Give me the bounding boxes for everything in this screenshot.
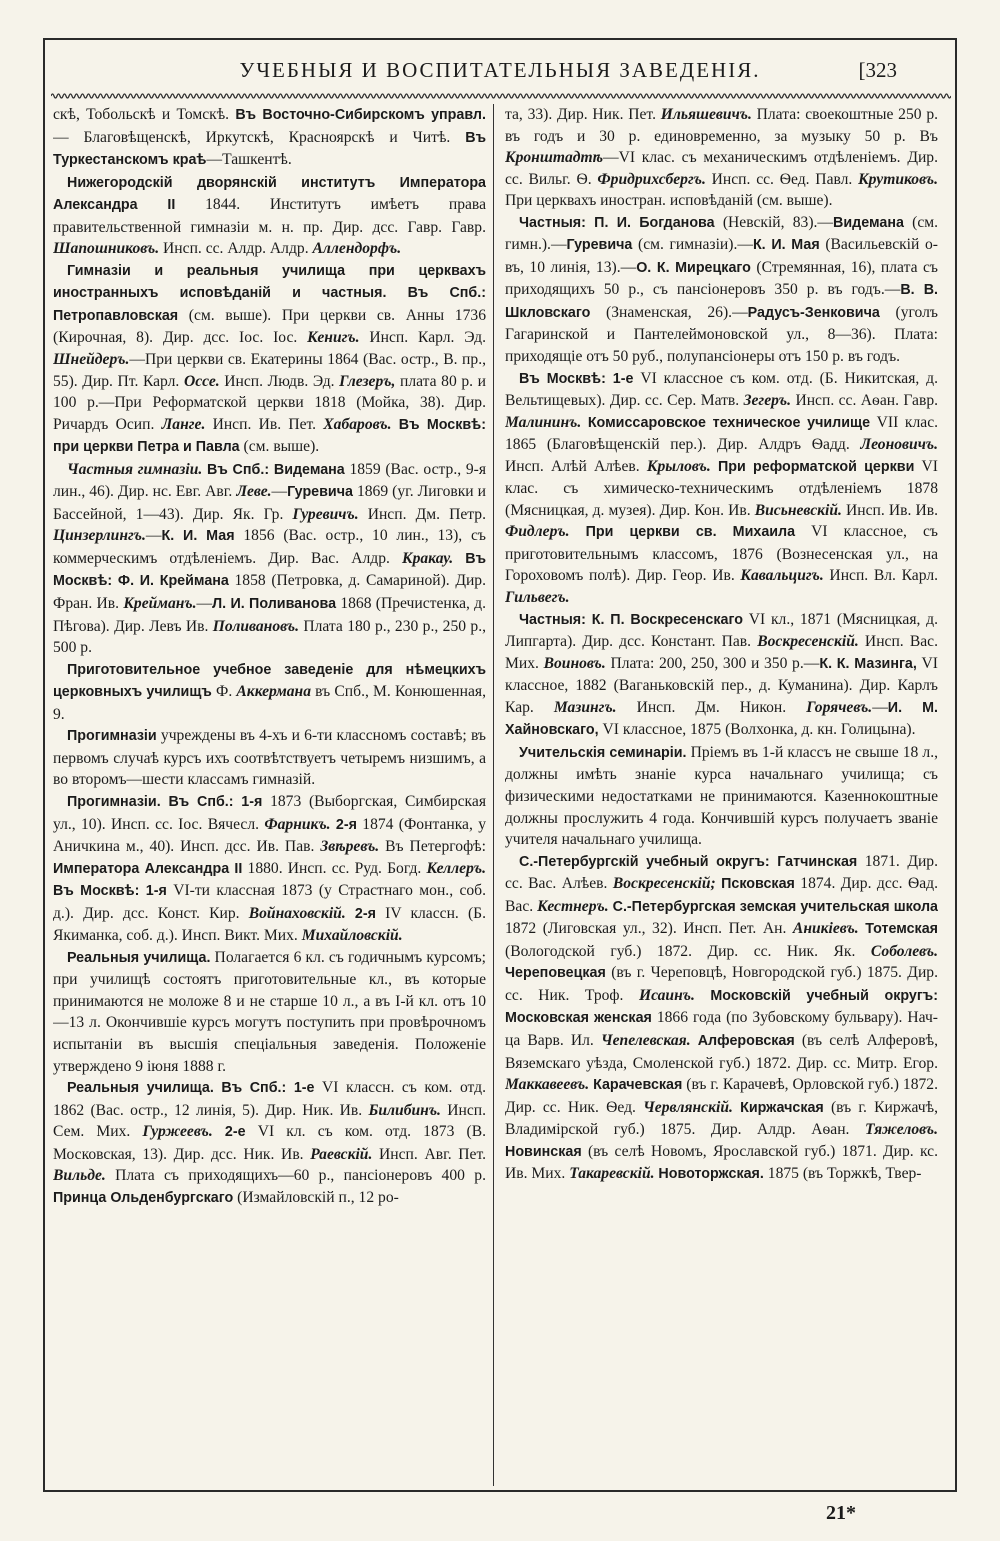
italic-name-run: Ланге. [161, 415, 206, 433]
text-run: (см. гимназіи).— [632, 236, 753, 254]
text-run: (см. выше). При церкви св. Анны 1736 (Кирочная, 8). Дир. дсс. Іос. Іос. [53, 306, 486, 347]
left-column [53, 104, 486, 1484]
bold-heading-run: Въ Спб.: Видемана [207, 461, 345, 478]
bold-heading-run: Нижегородскій дворянскій институтъ Императора Александра II [53, 174, 486, 214]
italic-name-run: Кавальцигъ. [740, 567, 824, 585]
bold-heading-run: Въ Москвѣ: 1-е [519, 370, 634, 387]
italic-name-run: Червлянскій. [643, 1098, 733, 1116]
bold-heading-run: Московскій учебный округъ: Московская женская [505, 987, 938, 1027]
text-run: (въ селѣ Новомъ, Ярославской губ.) 1871. Дир. кс. Ив. Мих. [505, 1142, 938, 1183]
text-run: 1874 (Фонтанка, у Аничкина м., 40). Инсп. дсс. Ив. Пав. [53, 815, 486, 856]
italic-name-run: Висьневскій. [754, 501, 842, 519]
italic-name-run: Леве. [236, 483, 272, 501]
italic-name-run: Крутиковъ. [858, 170, 938, 188]
italic-name-run: Зегеръ. [743, 392, 792, 410]
text-run [570, 523, 586, 540]
text-run: —Ташкентѣ. [206, 151, 292, 169]
bold-heading-run: Въ Туркестанскомъ краѣ [53, 129, 486, 169]
bold-heading-run: Въ Москвѣ: Ф. И. Креймана [53, 550, 486, 590]
header-wavy-rule [51, 92, 951, 100]
italic-name-run: Горячевъ. [806, 698, 873, 716]
italic-name-run: Маккавеевъ. [505, 1076, 590, 1094]
signature-mark: 21* [826, 1502, 856, 1524]
text-run: — [196, 595, 213, 613]
italic-name-run: Соболевъ. [870, 942, 938, 960]
paragraph [505, 212, 938, 368]
italic-name-run: Кракау. [402, 549, 454, 567]
text-run: Инсп. сс. Алдр. Алдр. [159, 240, 313, 258]
italic-name-run: Крыловъ. [646, 457, 711, 475]
paragraph [53, 659, 486, 726]
italic-name-run: Билибинъ. [368, 1101, 441, 1119]
text-run: Инсп. сс. Ѳед. Павл. [705, 170, 859, 188]
paragraph [53, 104, 486, 172]
italic-name-run: Тяжеловъ. [864, 1121, 938, 1139]
italic-name-run: Кестнеръ. [537, 897, 609, 915]
text-run: Плата: своекоштные 250 р. въ годъ и 30 р. единовременно, за музыку 50 р. Въ [505, 106, 938, 145]
text-run: 1866 года (по Зубовскому бульвару). Нач-ца Варв. Ил. [505, 1009, 938, 1049]
text-run [392, 416, 399, 433]
bold-heading-run: И. М. Хайновскаго, [505, 699, 938, 739]
italic-name-run: Поливановъ. [212, 617, 299, 635]
bold-heading-run: Карачевская [593, 1077, 683, 1094]
text-run: (въ селѣ Алферовѣ, Вяземскаго уѣзда, Смоленской губ.) 1872. Дир. сс. Митр. Егор. [505, 1031, 938, 1072]
text-run: Ф. [211, 683, 237, 701]
text-run: Инсп. Алѣй Алѣев. [505, 457, 647, 475]
text-run: VI кл., 1871 (Мясницкая, д. Липгарта). Дир. дсс. Констант. Пав. [505, 610, 938, 651]
bold-heading-run: Череповецкая [505, 965, 606, 982]
italic-name-run: Хабаровъ. [323, 415, 392, 433]
text-run: VI классное, 1882 (Ваганьковскій пер., д. Куманина). Дир. Карлъ Кар. [505, 654, 938, 716]
bold-heading-run: 2-я [335, 816, 357, 833]
italic-name-run: Частныя гимназіи. [67, 460, 203, 478]
bold-heading-run: Реальныя училища. Въ Спб.: 1-е [67, 1080, 315, 1097]
italic-name-run: Шнейдеръ. [53, 351, 130, 369]
bold-heading-run: С.-Петербургскій учебный округъ: Гатчинская [519, 853, 858, 870]
text-run: VI классное, съ приготовительнымъ классомъ, 1876 (Вознесенская ул., на Гороховомъ полѣ). Дир. Геор. Ив. [505, 523, 938, 585]
italic-name-run: Фридрихсбергъ. [597, 170, 706, 188]
page-frame [43, 38, 957, 1492]
text-run: VI классное, 1875 (Волхонка, д. кн. Голицына). [598, 721, 916, 739]
italic-name-run: Гильвегъ. [505, 589, 570, 607]
text-run [346, 905, 355, 922]
italic-name-run: Глезеръ, [339, 372, 396, 390]
text-run: Плата съ приходящихъ—60 р., пансіонеровъ 400 р. [105, 1167, 486, 1185]
text-run: Инсп. сс. Аѳан. Гавр. [791, 392, 938, 410]
bold-heading-run: Частныя: К. П. Воскресенскаго [519, 611, 743, 628]
text-run: (Вологодской губ.) 1872. Дир. сс. Ник. Як. [505, 942, 871, 960]
text-run: (въ г. Киржачѣ, Владимірской губ.) 1875. Дир. Алдр. Аѳан. [505, 1098, 938, 1139]
bold-heading-run: При церкви св. Михаила [585, 524, 796, 541]
text-run: —VI клас. съ механическимъ отдѣленіемъ. Дир. сс. Вильг. Ѳ. [505, 149, 938, 188]
text-run: IV классн. (Б. Якиманка, соб. д.). Инсп. Викт. Мих. [53, 904, 486, 945]
bold-heading-run: При реформатской церкви [717, 458, 915, 475]
text-run: Инсп. Дм. Петр. [358, 505, 486, 523]
paragraph [53, 1077, 486, 1209]
text-run: VII клас. 1865 (Благовѣщенскій пер.). Дир. Алдръ Ѳадд. [505, 413, 938, 454]
paragraph [53, 725, 486, 791]
bold-heading-run: Реальныя училища. [67, 949, 211, 966]
text-run: 1874. Дир. дсс. Ѳад. Вас. [505, 875, 938, 915]
italic-name-run: Воскресенскій. [757, 633, 859, 651]
text-run: учреждены въ 4-хъ и 6-ти классномъ составѣ; въ первомъ случаѣ курсъ ихъ соотвѣтствуетъ четыремъ низшимъ, а во второмъ—шести классамъ гимназій. [53, 727, 486, 789]
text-run: (въ г. Череповцѣ, Новгородской губ.) 1875. Дир. сс. Ник. Троф. [505, 964, 938, 1004]
bold-heading-run: Императора Александра II [53, 860, 243, 877]
text-run: 1858 (Петровка, д. Самариной). Дир. Фран. Ив. [53, 572, 486, 613]
text-run: та, 33). Дир. Ник. Пет. [505, 106, 661, 123]
italic-name-run: Аллендорфъ. [312, 240, 402, 258]
italic-name-run: Фидлеръ. [505, 523, 570, 541]
text-run: плата 80 р. и 100 р.—При Реформатской церкви 1818 (Мойка, 38). Дир. Ричардъ Осип. [53, 372, 486, 433]
bold-heading-run: О. К. Мирецкаго [636, 259, 751, 276]
bold-heading-run: Новинская [505, 1143, 582, 1160]
paragraph [505, 851, 938, 1186]
text-run: (см. гимн.).— [505, 213, 938, 254]
text-run: VI кл. съ ком. отд. 1873 (В. Московская, 13). Дир. дсс. Ник. Ив. [53, 1123, 486, 1163]
text-run: 1868 (Пречистенка, д. Пѣгова). Дир. Левъ Ив. [53, 595, 486, 635]
italic-name-run: Воскресенскій; [612, 875, 716, 893]
paragraph [505, 368, 938, 609]
bold-heading-run: Л. И. Поливанова [212, 596, 337, 613]
text-run: 1875 (въ Торжкѣ, Твер- [763, 1165, 922, 1183]
italic-name-run: Цинзерлингъ. [53, 527, 146, 545]
italic-name-run: Такаревскій. [569, 1165, 655, 1183]
text-run: (Измайловскій п., 12 ро- [233, 1188, 399, 1206]
paragraph [505, 104, 938, 212]
text-run: 1880. Инсп. сс. Руд. Богд. [242, 859, 427, 877]
text-run [453, 550, 465, 567]
italic-name-run: Михайловскій. [301, 927, 403, 945]
italic-name-run: Ильяшевичъ. [660, 106, 752, 123]
text-run: — [271, 483, 288, 501]
italic-name-run: Аникіевъ. [792, 920, 859, 938]
paragraph [505, 742, 938, 851]
text-run [691, 1032, 698, 1049]
text-run: Инсп. Ив. Ив. [841, 501, 938, 519]
bold-heading-run: Киржачская [740, 1099, 824, 1116]
italic-name-run: Кенигъ. [307, 329, 360, 347]
italic-name-run: Гуржеевъ. [142, 1123, 213, 1141]
bold-heading-run: Гимназіи и реальныя училища при церквахъ иностранныхъ исповѣданій и частныя. Въ Спб.: Петропавловская [53, 262, 486, 324]
italic-name-run: Фарникъ. [264, 815, 331, 833]
italic-name-run: Войнаховскій. [248, 904, 346, 922]
text-run: Инсп. Ив. Пет. [205, 415, 324, 433]
text-run: Пріемъ въ 1-й классъ не свыше 18 л., должны имѣть знаніе курса начальнаго училища; съ физическими недостатками не принимаются. Казеннокоштные должны прослужить 4 года. Кончившій курсъ получаетъ званіе учителя начальнаго училища. [505, 743, 938, 849]
italic-name-run: Исаинъ. [638, 986, 695, 1004]
text-run: 1872 (Лиговская ул., 32). Инсп. Пет. Ан. [505, 920, 793, 938]
bold-heading-run: Псковская [721, 876, 795, 893]
italic-name-run: Шапошниковъ. [53, 240, 160, 258]
text-run: — Благовѣщенскѣ, Иркутскѣ, Красноярскѣ и Читѣ. [53, 128, 466, 146]
text-run: Полагается 6 кл. съ годичнымъ курсомъ; при училищѣ состоятъ приготовительные кл., въ которые принимаются не моложе 8 и не старше 10 л., а въ І-й кл. отъ 10—13 л. Окончившіе курсъ могутъ поступить при провѣрочномъ испытаніи въ высшія спеціальныя заведенія. Положеніе утверждено 9 іюня 1888 г. [53, 948, 486, 1075]
bold-heading-run: Комиссаровское техническое училище [587, 414, 871, 431]
bold-heading-run: К. К. Мазинга, [819, 655, 917, 672]
text-run: 1856 (Вас. остр., 10 лин., 13), съ коммерческимъ отдѣленіемъ. Дир. Вас. Алдр. [53, 527, 486, 567]
italic-name-run: Гуревичъ. [292, 505, 359, 523]
text-run [695, 987, 711, 1004]
italic-name-run: Крейманъ. [123, 595, 197, 613]
bold-heading-run: Тотемская [865, 921, 938, 938]
text-run: Въ Петергофѣ: [379, 838, 486, 856]
right-column [505, 104, 938, 1484]
paragraph [53, 260, 486, 459]
text-run: — [872, 698, 888, 716]
bold-heading-run: Учительскія семинаріи. [519, 744, 687, 761]
text-run: — [145, 527, 162, 545]
page-number: [323 [858, 58, 897, 82]
paragraph [53, 947, 486, 1077]
text-run: Инсп. Вас. Мих. [505, 633, 938, 672]
text-run: Инсп. Вл. Карл. [823, 567, 938, 585]
bold-heading-run: Гуревича [287, 484, 353, 501]
bold-heading-run: Алферовская [697, 1032, 795, 1049]
bold-heading-run: Гуревича [566, 237, 633, 254]
bold-heading-run: К. И. Мая [161, 528, 235, 545]
bold-heading-run: Частныя: П. И. Богданова [519, 214, 715, 231]
bold-heading-run: Въ Москвѣ: 1-я [53, 883, 167, 900]
text-run [581, 414, 588, 431]
italic-name-run: Мазингъ. [553, 698, 617, 716]
text-run: Инсп. Сем. Мих. [53, 1101, 486, 1141]
italic-name-run: Воиновъ. [543, 654, 606, 672]
italic-name-run: Раевскій. [310, 1145, 373, 1163]
italic-name-run: Чепелевская. [600, 1031, 691, 1049]
bold-heading-run: В. В. Шкловскаго [505, 282, 938, 321]
italic-name-run: Кронштадтѣ [505, 149, 604, 167]
page-title: УЧЕБНЫЯ И ВОСПИТАТЕЛЬНЫЯ ЗАВЕДЕНІЯ. [239, 58, 761, 82]
text-run: въ Спб., М. Конюшенная, 9. [53, 683, 486, 723]
text-run: При церквахъ иностран. исповѣданій (см. выше). [505, 192, 833, 210]
text-run [711, 458, 718, 475]
paragraph [53, 459, 486, 659]
text-run: (уголъ Гагаринской и Пантелеймоновской ул., 8—36). Плата: приходящіе отъ 50 руб., полупансіонеры отъ 150 р. въ годъ. [505, 303, 938, 366]
text-run: Инсп. Авг. Пет. [372, 1145, 486, 1163]
text-run: VI классное съ ком. отд. (Б. Никитская, д. Вельтищевых). Дир. сс. Сер. Матв. [505, 369, 938, 410]
italic-name-run: Оссе. [183, 372, 220, 390]
bold-heading-run: Въ Восточно-Сибирскомъ управл. [235, 107, 486, 123]
text-run: Инсп. Дм. Никон. [616, 698, 807, 716]
text-run: 1871. Дир. сс. Вас. Алѣев. [505, 852, 938, 893]
text-run: (см. выше). [239, 438, 320, 456]
bold-heading-run: Въ Москвѣ: при церкви Петра и Павла [53, 416, 486, 456]
text-run: Плата: 200, 250, 300 и 350 р.— [605, 654, 820, 672]
italic-name-run: Леоновичъ. [860, 436, 938, 454]
paragraph [53, 791, 486, 947]
column-divider [493, 104, 494, 1486]
text-run: Инсп. Карл. Эд. [359, 329, 486, 347]
bold-heading-run: Прогимназіи [67, 728, 157, 745]
text-run: (Знаменская, 26).— [590, 303, 748, 321]
text-run: Плата 180 р., 230 р., 250 р., 500 р. [53, 617, 486, 657]
bold-heading-run: Новоторжская. [658, 1166, 764, 1183]
text-run: —При церкви св. Екатерины 1864 (Вас. остр., В. пр., 55). Дир. Пт. Карл. [53, 351, 486, 390]
bold-heading-run: С.-Петербургская земская учительская школа [612, 898, 938, 915]
page-header [45, 54, 955, 90]
bold-heading-run: 2-я [354, 905, 376, 922]
text-run: (Стремянная, 16), плата съ приходящихъ 50 р., съ пансіонеровъ 350 р. въ годъ.— [505, 258, 938, 299]
paragraph [53, 172, 486, 260]
bold-heading-run: К. И. Мая [752, 237, 820, 254]
text-run: (Невскій, 83).— [714, 213, 834, 231]
text-run: (въ г. Карачевѣ, Орловской губ.) 1872. Дир. сс. Ник. Ѳед. [505, 1076, 938, 1116]
text-run: VI-ти классная 1873 (у Страстнаго мон., соб. д.). Дир. дсс. Конст. Кир. [53, 882, 486, 922]
paragraph [505, 609, 938, 742]
italic-name-run: Малининъ. [505, 413, 582, 431]
italic-name-run: Аккермана [236, 683, 312, 701]
text-run: 1844. Институтъ имѣетъ права правительственной гимназіи м. н. пр. Дир. дсс. Гавр. Гавр. [53, 196, 486, 236]
bold-heading-run: Видемана [833, 214, 904, 231]
text-run: (Васильевскій о-въ, 10 линія, 13).— [505, 236, 938, 276]
text-run: 1869 (уг. Лиговки и Бассейной, 1—43). Дир. Як. Гр. [53, 483, 486, 523]
italic-name-run: Келлеръ. [426, 859, 486, 877]
italic-name-run: Звѣревъ. [320, 838, 380, 856]
text-run: VI классн. съ ком. отд. 1862 (Вас. остр., 12 линія, 5). Дир. Ник. Ив. [53, 1079, 486, 1119]
bold-heading-run: Приготовительное учебное заведеніе для нѣмецкихъ церковныхъ училищъ [53, 661, 486, 701]
bold-heading-run: 2-е [224, 1124, 246, 1141]
text-run: 1873 (Выборгская, Симбирская ул., 10). Инсп. сс. Іос. Вячесл. [53, 792, 486, 833]
bold-heading-run: Прогимназіи. Въ Спб.: 1-я [67, 793, 263, 810]
bold-heading-run: Принца Ольденбургскаго [53, 1189, 234, 1206]
text-run: скѣ, Тобольскѣ и Томскѣ. [53, 106, 236, 123]
text-run: Инсп. Людв. Эд. [219, 372, 340, 390]
text-run: 1859 (Вас. остр., 9-я лин., 46). Дир. нс. Евг. Авг. [53, 460, 486, 501]
italic-name-run: Вильде. [53, 1167, 106, 1185]
bold-heading-run: Радусъ-Зенковича [747, 304, 880, 321]
text-run: VI клас. съ химическо-техническимъ отдѣленіемъ 1878 (Мясницкая, д. музея). Дир. Кон. Ив. [505, 457, 938, 519]
text-run [213, 1123, 225, 1140]
